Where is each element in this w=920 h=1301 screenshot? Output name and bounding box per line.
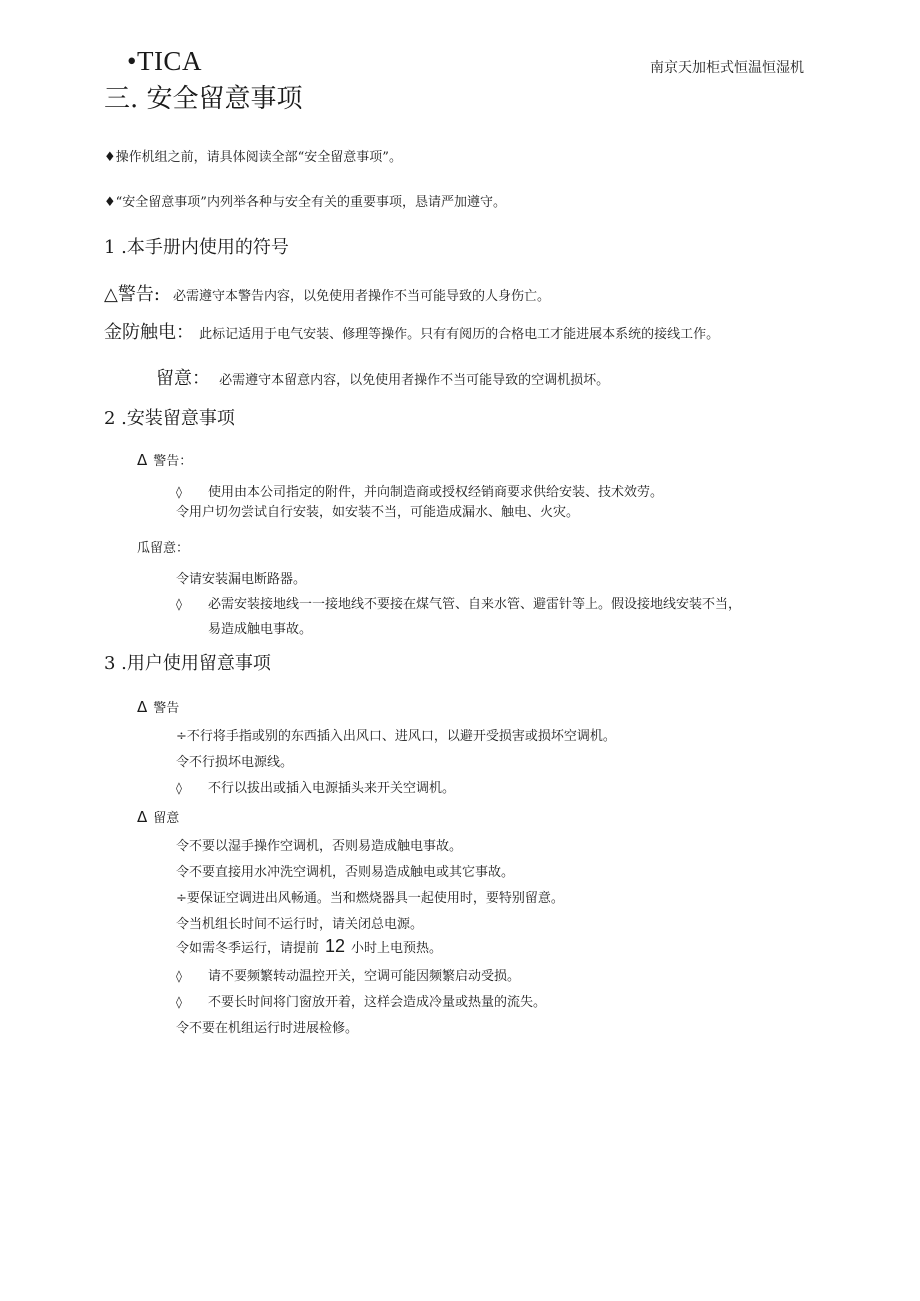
shock-symbol-row xyxy=(104,318,719,344)
warning-symbol-row xyxy=(104,280,550,306)
list-item: 令当机组长时间不运行时，请关闭总电源。 xyxy=(176,917,424,932)
diamond-bullet-icon: ◊ xyxy=(176,995,182,1009)
intro-line-1: ♦操作机组之前，请具体阅读全部“安全留意事项”。 xyxy=(104,150,402,165)
tica-logo: •TICA xyxy=(127,46,202,76)
list-item: ◊ 不要长时间将门窗放开着，这样会造成冷量或热量的流失。 xyxy=(176,995,547,1010)
s2-warning-subheading: Δ 警告： xyxy=(137,451,193,469)
diamond-bullet-icon: ◊ xyxy=(176,969,182,983)
list-item: 令不行损坏电源线。 xyxy=(176,755,294,770)
s3-warning-subheading: Δ 警告 xyxy=(137,698,180,716)
caution-text: 必需遵守本留意内容，以免使用者操作不当可能导致的空调机损坏。 xyxy=(219,373,610,388)
section-2-heading: 2 .安装留意事项 xyxy=(104,408,235,429)
s2-caution-subheading: 瓜留意： xyxy=(137,541,190,556)
diamond-bullet-icon: ◊ xyxy=(176,781,182,795)
list-item: 令用户切勿尝试自行安装，如安装不当，可能造成漏水、触电、火灾。 xyxy=(176,505,580,520)
list-item: 令不要以湿手操作空调机，否则易造成触电事故。 xyxy=(176,839,463,854)
page-title: 三. 安全留意事项 xyxy=(104,84,303,114)
list-item: 易造成触电事故。 xyxy=(208,622,313,637)
list-item: 令请安装漏电断路器。 xyxy=(176,572,307,587)
header-product-name: 南京天加柜式恒温恒湿机 xyxy=(650,60,804,76)
list-item: 令如需冬季运行，请提前 12 小时上电预热。 xyxy=(176,936,443,956)
diamond-bullet-icon: ◊ xyxy=(176,485,182,499)
list-item: ◊ 不行以拔出或插入电源插头来开关空调机。 xyxy=(176,781,456,796)
intro-line-2: ♦“安全留意事项”内列举各种与安全有关的重要事项，恳请严加遵守。 xyxy=(104,195,506,210)
warning-label: △警告: xyxy=(104,284,160,305)
list-item: ◊ 必需安装接地线一一接地线不要接在煤气管、自来水管、避雷针等上。假设接地线安装不当， xyxy=(176,597,742,612)
caution-label: 留意： xyxy=(156,368,210,389)
shock-text: 此标记适用于电气安装、修理等操作。只有有阅历的合格电工才能进展本系统的接线工作。 xyxy=(199,327,720,342)
warning-delta-icon: Δ xyxy=(137,698,148,716)
list-item: 令不要直接用水冲洗空调机，否则易造成触电或其它事故。 xyxy=(176,865,515,880)
list-item: ◊ 请不要频繁转动温控开关，空调可能因频繁启动受损。 xyxy=(176,969,521,984)
warning-text: 必需遵守本警告内容，以免使用者操作不当可能导致的人身伤亡。 xyxy=(173,289,551,304)
preheat-hours: 12 xyxy=(325,936,346,956)
s3-caution-subheading: Δ 留意 xyxy=(137,808,180,826)
warning-delta-icon: Δ xyxy=(137,451,148,469)
caution-symbol-row xyxy=(156,364,609,390)
list-item: ◊ 使用由本公司指定的附件，并向制造商或授权经销商要求供给安装、技术效劳。 xyxy=(176,485,664,500)
list-item: ÷要保证空调进出风畅通。当和燃烧器具一起使用时，要特别留意。 xyxy=(176,891,564,906)
shock-label: 金防触电： xyxy=(104,322,194,343)
section-3-heading: 3 .用户使用留意事项 xyxy=(104,653,271,674)
caution-delta-icon: Δ xyxy=(137,808,148,826)
list-item: 令不要在机组运行时进展检修。 xyxy=(176,1021,359,1036)
list-item: ÷不行将手指或别的东西插入出风口、进风口，以避开受损害或损坏空调机。 xyxy=(176,729,616,744)
diamond-bullet-icon: ◊ xyxy=(176,597,182,611)
section-1-heading: 1 .本手册内使用的符号 xyxy=(104,237,289,258)
